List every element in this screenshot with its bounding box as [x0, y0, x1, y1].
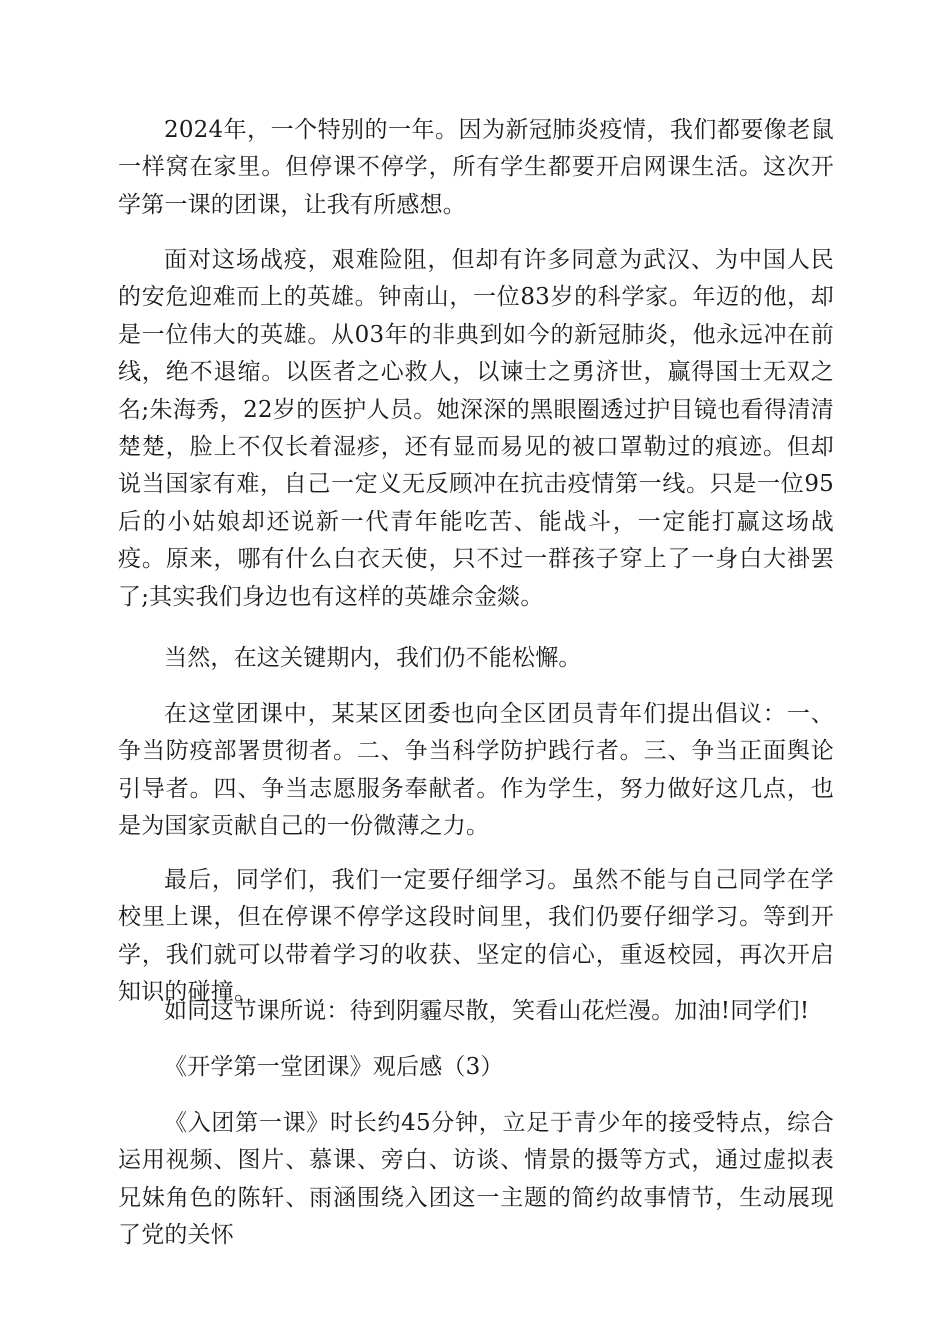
paragraph-first-lesson: 《入团第一课》时长约45分钟，立足于青少年的接受特点，综合运用视频、图片、慕课、旁白、访谈、情景的摄等方式，通过虚拟表兄妹角色的陈轩、雨涵围绕入团这一主题的简约故事情节，生动展现了党的关怀: [118, 1110, 834, 1249]
paragraph-cheer: 如同这节课所说：待到阴霾尽散，笑看山花烂漫。加油!同学们!: [164, 998, 810, 1024]
section-heading: 《开学第一堂团课》观后感（3）: [164, 1054, 504, 1080]
paragraph-no-relaxing: 当然，在这关键期内，我们仍不能松懈。: [164, 645, 582, 671]
paragraph-study-hard: 最后，同学们，我们一定要仔细学习。虽然不能与自己同学在学校里上课，但在停课不停学这段时间里，我们仍要仔细学习。等到开学，我们就可以带着学习的收获、坚定的信心，重返校园，再次开启知识的碰撞。: [118, 867, 834, 1006]
paragraph-heroes: 面对这场战疫，艰难险阻，但却有许多同意为武汉、为中国人民的安危迎难而上的英雄。钟南山，一位83岁的科学家。年迈的他，却是一位伟大的英雄。从03年的非典到如今的新冠肺炎，他永远冲在前线，绝不退缩。以医者之心救人，以谏士之勇济世，赢得国士无双之名;朱海秀，22岁的医护人员。她深深的黑眼圈透过护目镜也看得清清楚楚，脸上不仅长着湿疹，还有显而易见的被口罩勒过的痕迹。但却说当国家有难，自己一定义无反顾冲在抗击疫情第一线。只是一位95后的小姑娘却还说新一代青年能吃苦、能战斗，一定能打赢这场战疫。原来，哪有什么白衣天使，只不过一群孩子穿上了一身白大褂罢了;其实我们身边也有这样的英雄佘金燚。: [118, 247, 834, 610]
paragraph-intro: 2024年，一个特别的一年。因为新冠肺炎疫情，我们都要像老鼠一样窝在家里。但停课不停学，所有学生都要开启网课生活。这次开学第一课的团课，让我有所感想。: [118, 117, 834, 218]
paragraph-initiative: 在这堂团课中，某某区团委也向全区团员青年们提出倡议：一、争当防疫部署贯彻者。二、争当科学防护践行者。三、争当正面舆论引导者。四、争当志愿服务奉献者。作为学生，努力做好这几点，也是为国家贡献自己的一份微薄之力。: [118, 701, 834, 840]
